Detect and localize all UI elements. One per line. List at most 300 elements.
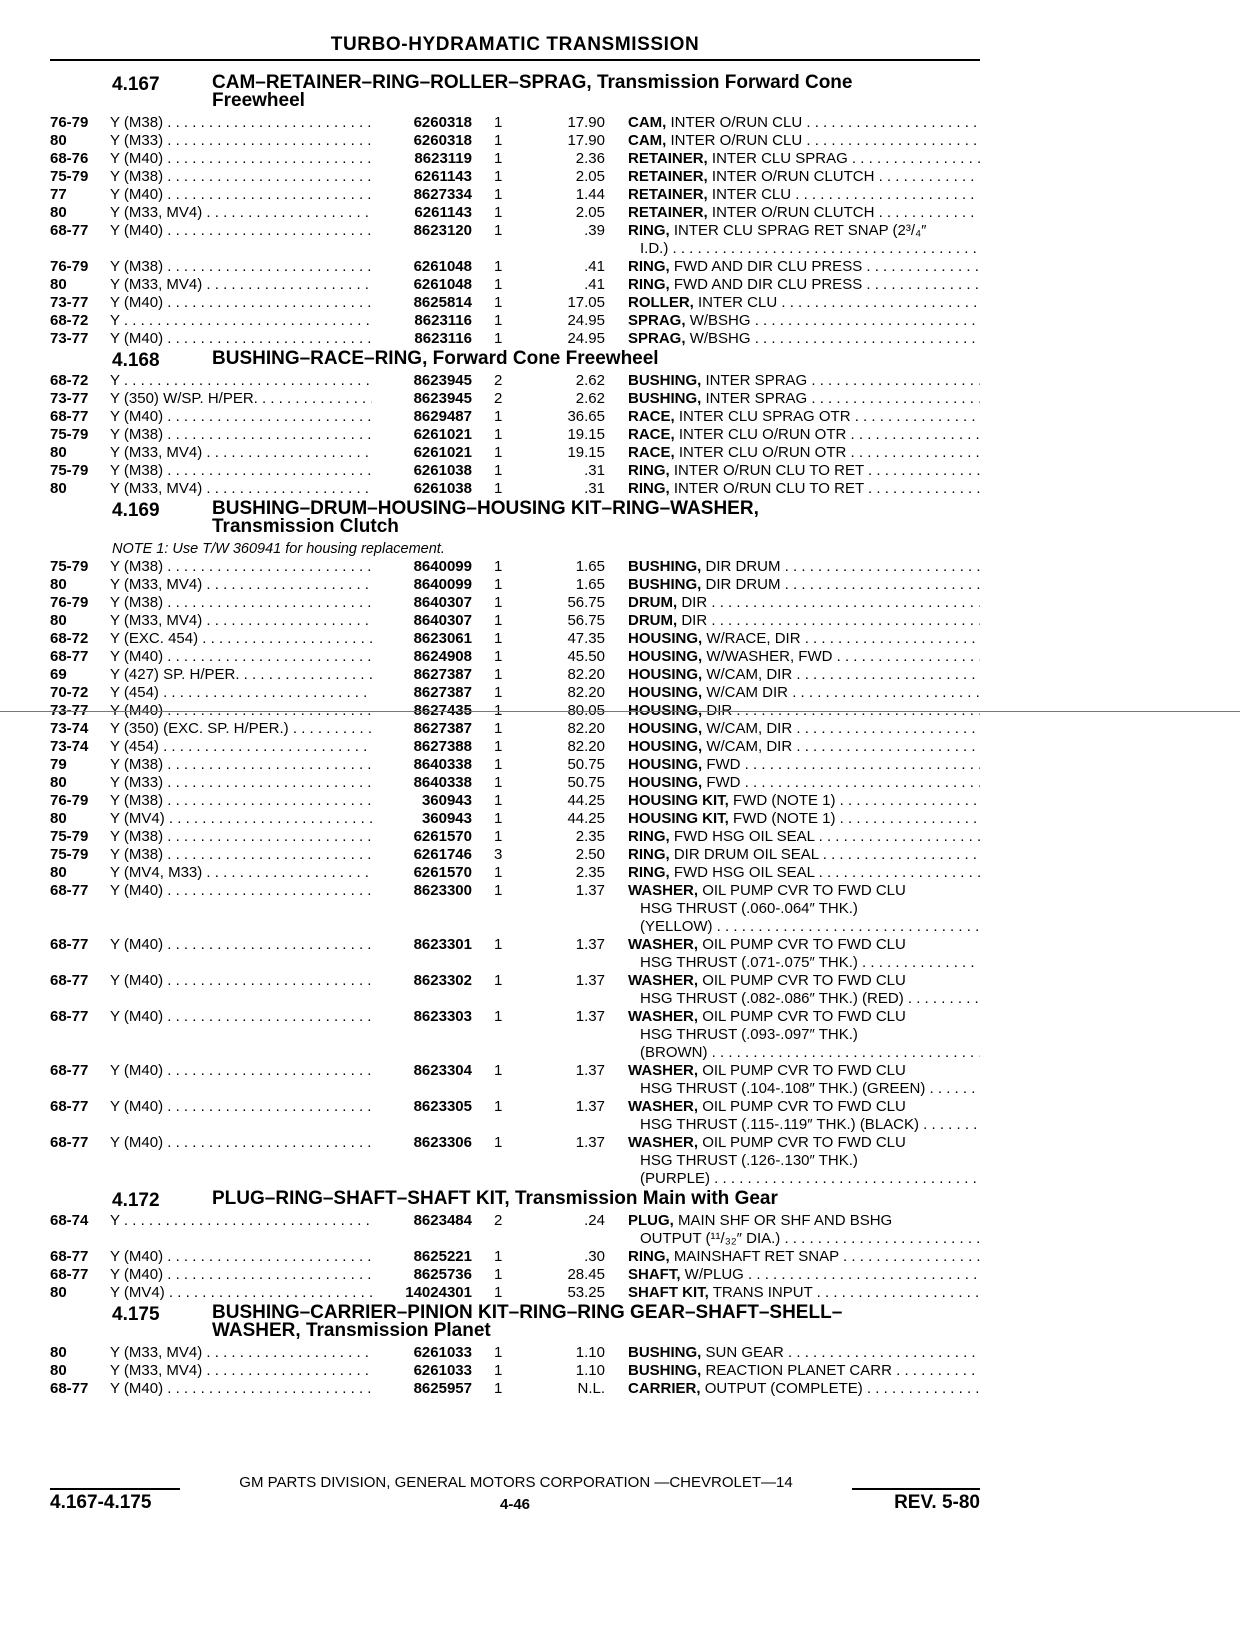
quantity: 1 (494, 150, 503, 167)
running-head: TURBO-HYDRAMATIC TRANSMISSION (330, 34, 700, 55)
price: 1.37 (575, 1098, 605, 1115)
part-number: 6261033 (413, 1344, 472, 1361)
description-text: OIL PUMP CVR TO FWD CLU (702, 1008, 906, 1025)
price: .41 (584, 258, 605, 275)
description-text: INTER O/RUN CLU TO RET (673, 480, 864, 497)
part-row (0, 408, 1240, 426)
description (628, 1362, 980, 1380)
quantity: 1 (494, 1248, 503, 1265)
quantity: 1 (494, 828, 503, 845)
part-number: 8623300 (413, 882, 472, 899)
description (628, 294, 980, 312)
part-row (0, 1266, 1240, 1284)
description (628, 462, 980, 480)
description-line (628, 1152, 980, 1170)
part-name: RING, (628, 846, 670, 863)
description-line (628, 372, 980, 390)
part-row (0, 612, 1240, 630)
model-year: 68-77 (50, 1134, 89, 1151)
description (628, 612, 980, 630)
price: .31 (584, 462, 605, 479)
application: Y (M33, MV4) . . . (110, 612, 372, 629)
description-line (628, 312, 980, 330)
description-line (628, 756, 980, 774)
description-line (628, 444, 980, 462)
description (628, 558, 980, 576)
part-name: RETAINER, (628, 168, 708, 185)
description-text: HSG THRUST (.060-.064″ THK.) (640, 900, 858, 917)
quantity: 1 (494, 882, 503, 899)
part-row (0, 828, 1240, 846)
quantity: 1 (494, 1380, 503, 1397)
description-text: INTER O/RUN CLUTCH (711, 204, 875, 221)
part-number: 8623305 (413, 1098, 472, 1115)
description-text: W/CAM DIR (706, 684, 789, 701)
model-year: 80 (50, 276, 67, 293)
part-number: 8623116 (414, 330, 472, 347)
part-row (0, 630, 1240, 648)
part-name: WASHER, (628, 936, 699, 953)
footer-section-range: 4.167-4.175 (50, 1492, 152, 1513)
description-text: OIL PUMP CVR TO FWD CLU (702, 972, 906, 989)
description-line (628, 132, 980, 150)
section-title-line: PLUG–RING–SHAFT–SHAFT KIT, Transmission Main with Gear (212, 1188, 778, 1209)
price: 1.65 (575, 576, 605, 593)
part-number: 8625736 (413, 1266, 472, 1283)
quantity: 1 (494, 132, 503, 149)
description-line (628, 1116, 980, 1134)
description-text: HSG THRUST (.104-.108″ THK.) (GREEN) (640, 1080, 926, 1097)
quantity: 1 (494, 972, 503, 989)
description-line (628, 186, 980, 204)
section-title (212, 350, 972, 368)
description-line (628, 1044, 980, 1062)
description-line (628, 1230, 980, 1248)
application: Y (M40) . . . (110, 222, 372, 239)
description-line (628, 1362, 980, 1380)
description (628, 1062, 980, 1098)
model-year: 70-72 (50, 684, 89, 701)
part-name: DRUM, (628, 594, 678, 611)
parts-section (0, 1302, 1240, 1398)
part-number: 6261048 (413, 276, 472, 293)
model-year: 68-77 (50, 648, 89, 665)
quantity: 1 (494, 408, 503, 425)
quantity: 2 (494, 372, 503, 389)
part-row (0, 792, 1240, 810)
part-number: 8640099 (413, 576, 472, 593)
description (628, 1266, 980, 1284)
application: Y (M40) . . . (110, 294, 372, 311)
quantity: 1 (494, 114, 503, 131)
part-name: RING, (628, 276, 670, 293)
description-text: OUTPUT (COMPLETE) (704, 1380, 863, 1397)
model-year: 75-79 (50, 462, 89, 479)
part-name: RETAINER, (628, 150, 708, 167)
price: 19.15 (567, 426, 605, 443)
part-name: HOUSING, (628, 774, 703, 791)
section-title (212, 1190, 972, 1208)
description-text: W/BSHG (689, 312, 751, 329)
description (628, 408, 980, 426)
price: N.L. (577, 1380, 605, 1397)
part-row (0, 312, 1240, 330)
part-name: SPRAG, (628, 330, 686, 347)
description (628, 1248, 980, 1266)
description (628, 846, 980, 864)
part-number: 8623303 (413, 1008, 472, 1025)
description-text: DIR DRUM (705, 576, 781, 593)
parts-section (0, 348, 1240, 498)
description (628, 426, 980, 444)
quantity: 1 (494, 204, 503, 221)
model-year: 77 (50, 186, 67, 203)
part-row (0, 372, 1240, 390)
description (628, 1134, 980, 1188)
description-text: (YELLOW) (640, 918, 713, 935)
description-line (628, 990, 980, 1008)
model-year: 68-77 (50, 882, 89, 899)
quantity: 1 (494, 936, 503, 953)
description-line (628, 1134, 980, 1152)
part-row (0, 882, 1240, 936)
price: 50.75 (567, 774, 605, 791)
application: Y (M33, MV4) . . . (110, 276, 372, 293)
part-row (0, 462, 1240, 480)
quantity: 1 (494, 738, 503, 755)
description-text: INTER CLU SPRAG RET SNAP (2³/₄″ (673, 222, 927, 239)
quantity: 1 (494, 1362, 503, 1379)
footer-rule-right (852, 1488, 980, 1490)
description (628, 444, 980, 462)
description-text: INTER CLU SPRAG OTR (678, 408, 851, 425)
description-text: INTER CLU O/RUN OTR (678, 444, 847, 461)
model-year: 80 (50, 204, 67, 221)
section-number: 4.167 (112, 74, 160, 95)
description-line (628, 426, 980, 444)
application: Y (M33, MV4) . . . (110, 480, 372, 497)
description-text: W/WASHER, FWD (706, 648, 833, 665)
description-line (628, 1266, 980, 1284)
application: Y (454) . . . (110, 738, 372, 755)
description-text: DIR DRUM OIL SEAL (673, 846, 819, 863)
application: Y (M38) . . . (110, 258, 372, 275)
part-name: HOUSING KIT, (628, 810, 729, 827)
description-text: SUN GEAR (705, 1344, 784, 1361)
quantity: 1 (494, 1062, 503, 1079)
price: 17.90 (567, 132, 605, 149)
part-name: BUSHING, (628, 576, 702, 593)
price: 1.37 (575, 1008, 605, 1025)
part-name: WASHER, (628, 1134, 699, 1151)
description-text: INTER O/RUN CLUTCH (711, 168, 875, 185)
description-text: INTER CLU O/RUN OTR (678, 426, 847, 443)
description-line (628, 720, 980, 738)
model-year: 68-77 (50, 408, 89, 425)
part-name: CARRIER, (628, 1380, 701, 1397)
part-row (0, 864, 1240, 882)
description-line (628, 390, 980, 408)
model-year: 80 (50, 480, 67, 497)
section-number: 4.168 (112, 350, 160, 371)
description-text: REACTION PLANET CARR (705, 1362, 892, 1379)
price: 44.25 (567, 792, 605, 809)
model-year: 68-77 (50, 1266, 89, 1283)
price: 2.50 (575, 846, 605, 863)
model-year: 73-77 (50, 294, 89, 311)
description-line (628, 1062, 980, 1080)
description-text: FWD HSG OIL SEAL (673, 828, 815, 845)
application: Y (M38) . . . (110, 846, 372, 863)
part-row (0, 936, 1240, 972)
price: .31 (584, 480, 605, 497)
application: Y (M38) . . . (110, 462, 372, 479)
part-name: RACE, (628, 408, 675, 425)
part-name: BUSHING, (628, 390, 702, 407)
model-year: 80 (50, 1344, 67, 1361)
description-line (628, 222, 980, 240)
price: 1.37 (575, 972, 605, 989)
application: Y (M40) . . . (110, 882, 372, 899)
part-number: 8627387 (413, 666, 472, 683)
application: Y (M38) . . . (110, 558, 372, 575)
part-row (0, 1362, 1240, 1380)
model-year: 68-74 (50, 1212, 89, 1229)
price: 2.35 (575, 864, 605, 881)
part-name: BUSHING, (628, 372, 702, 389)
part-row (0, 1008, 1240, 1062)
quantity: 1 (494, 1098, 503, 1115)
description (628, 864, 980, 882)
part-row (0, 972, 1240, 1008)
description (628, 1212, 980, 1248)
description-line (628, 666, 980, 684)
description-text: OIL PUMP CVR TO FWD CLU (702, 1098, 906, 1115)
part-row (0, 594, 1240, 612)
price: 2.62 (575, 372, 605, 389)
part-number: 6261570 (413, 828, 472, 845)
model-year: 75-79 (50, 558, 89, 575)
part-name: WASHER, (628, 1008, 699, 1025)
description (628, 204, 980, 222)
part-name: HOUSING, (628, 630, 703, 647)
description-line (628, 240, 980, 258)
application: Y . . . (110, 372, 372, 389)
part-number: 6261746 (413, 846, 472, 863)
quantity: 1 (494, 684, 503, 701)
description-text: FWD (NOTE 1) (733, 810, 836, 827)
description-text: INTER CLU SPRAG (711, 150, 848, 167)
application: Y (M40) . . . (110, 330, 372, 347)
model-year: 68-77 (50, 1248, 89, 1265)
model-year: 73-77 (50, 330, 89, 347)
description (628, 276, 980, 294)
part-name: RETAINER, (628, 204, 708, 221)
model-year: 76-79 (50, 114, 89, 131)
description (628, 648, 980, 666)
description-line (628, 1344, 980, 1362)
model-year: 68-77 (50, 936, 89, 953)
description-line (628, 1284, 980, 1302)
price: 82.20 (567, 738, 605, 755)
price: 82.20 (567, 684, 605, 701)
price: 1.37 (575, 1134, 605, 1151)
part-row (0, 168, 1240, 186)
part-number: 8623061 (413, 630, 472, 647)
description-line (628, 648, 980, 666)
part-row (0, 276, 1240, 294)
price: 2.05 (575, 168, 605, 185)
application: Y (M40) . . . (110, 702, 372, 719)
model-year: 80 (50, 612, 67, 629)
description-text: (BROWN) (640, 1044, 708, 1061)
part-name: HOUSING, (628, 756, 703, 773)
description-text: FWD (706, 756, 741, 773)
model-year: 80 (50, 444, 67, 461)
part-number: 8623484 (413, 1212, 472, 1229)
description (628, 168, 980, 186)
quantity: 2 (494, 390, 503, 407)
footer-rule-left (50, 1488, 180, 1490)
section-title-line: Transmission Clutch (212, 516, 399, 537)
part-name: RING, (628, 828, 670, 845)
part-name: HOUSING, (628, 720, 703, 737)
description (628, 222, 980, 258)
description (628, 114, 980, 132)
section-note: NOTE 1: Use T/W 360941 for housing replacement. (112, 541, 445, 557)
description-text: INTER O/RUN CLU (670, 132, 803, 149)
part-number: 8623116 (414, 312, 472, 329)
quantity: 1 (494, 294, 503, 311)
price: 1.10 (575, 1362, 605, 1379)
price: 1.37 (575, 936, 605, 953)
part-name: HOUSING, (628, 702, 703, 719)
application: Y (M33) . . . (110, 774, 372, 791)
part-row (0, 132, 1240, 150)
description-line (628, 828, 980, 846)
quantity: 1 (494, 186, 503, 203)
part-number: 8640307 (413, 612, 472, 629)
model-year: 75-79 (50, 426, 89, 443)
description (628, 594, 980, 612)
part-name: HOUSING, (628, 738, 703, 755)
section-title (212, 74, 972, 110)
parts-section (0, 1188, 1240, 1302)
price: 1.44 (575, 186, 605, 203)
description-text: W/CAM, DIR (706, 738, 793, 755)
description-text: W/BSHG (689, 330, 751, 347)
price: .39 (584, 222, 605, 239)
description-text: TRANS INPUT (712, 1284, 813, 1301)
part-row (0, 114, 1240, 132)
part-row (0, 480, 1240, 498)
price: 28.45 (567, 1266, 605, 1283)
price: 80.05 (567, 702, 605, 719)
description-text: MAINSHAFT RET SNAP (673, 1248, 839, 1265)
part-row (0, 558, 1240, 576)
description-text: INTER CLU (698, 294, 778, 311)
part-number: 6261033 (413, 1362, 472, 1379)
model-year: 68-77 (50, 1380, 89, 1397)
part-name: CAM, (628, 114, 667, 131)
price: 56.75 (567, 612, 605, 629)
model-year: 68-77 (50, 1062, 89, 1079)
description-text: HSG THRUST (.093-.097″ THK.) (640, 1026, 858, 1043)
part-name: CAM, (628, 132, 667, 149)
price: 50.75 (567, 756, 605, 773)
price: 24.95 (567, 312, 605, 329)
price: 47.35 (567, 630, 605, 647)
section-title-line: Freewheel (212, 90, 305, 111)
description-text: OIL PUMP CVR TO FWD CLU (702, 1134, 906, 1151)
description (628, 738, 980, 756)
model-year: 76-79 (50, 258, 89, 275)
quantity: 1 (494, 558, 503, 575)
model-year: 80 (50, 774, 67, 791)
part-row (0, 576, 1240, 594)
description-line (628, 918, 980, 936)
application: Y (M40) . . . (110, 1248, 372, 1265)
description (628, 720, 980, 738)
description-text: INTER CLU (711, 186, 792, 203)
application: Y (M40) . . . (110, 648, 372, 665)
part-row (0, 186, 1240, 204)
description-line (628, 1026, 980, 1044)
part-number: 8624908 (413, 648, 472, 665)
part-number: 6261048 (413, 258, 472, 275)
description-text: OUTPUT (¹¹/₃₂″ DIA.) (640, 1230, 781, 1247)
part-row (0, 204, 1240, 222)
model-year: 68-72 (50, 372, 89, 389)
quantity: 3 (494, 846, 503, 863)
quantity: 1 (494, 1134, 503, 1151)
part-row (0, 1380, 1240, 1398)
part-row (0, 738, 1240, 756)
application: Y (M38) . . . (110, 756, 372, 773)
application: Y (M40) . . . (110, 1098, 372, 1115)
description-line (628, 330, 980, 348)
application: Y (454) . . . (110, 684, 372, 701)
description (628, 1284, 980, 1302)
description-line (628, 1080, 980, 1098)
part-name: RETAINER, (628, 186, 708, 203)
model-year: 75-79 (50, 168, 89, 185)
price: 1.65 (575, 558, 605, 575)
application: Y (M33, MV4) . . . (110, 1344, 372, 1361)
description (628, 1098, 980, 1134)
quantity: 1 (494, 756, 503, 773)
description (628, 480, 980, 498)
description (628, 186, 980, 204)
part-number: 8627435 (413, 702, 472, 719)
description-text: DIR (706, 702, 733, 719)
part-name: SHAFT KIT, (628, 1284, 709, 1301)
description-text: I.D.) (640, 240, 669, 257)
model-year: 69 (50, 666, 67, 683)
quantity: 1 (494, 576, 503, 593)
part-name: RING, (628, 258, 670, 275)
price: 19.15 (567, 444, 605, 461)
description (628, 1344, 980, 1362)
section-title-line: CAM–RETAINER–RING–ROLLER–SPRAG, Transmission Forward Cone (212, 72, 853, 93)
price: 2.05 (575, 204, 605, 221)
part-number: 8625221 (413, 1248, 472, 1265)
description-text: FWD AND DIR CLU PRESS (673, 276, 863, 293)
application: Y (M33, MV4) . . . (110, 444, 372, 461)
part-name: HOUSING KIT, (628, 792, 729, 809)
part-name: WASHER, (628, 882, 699, 899)
section-heading (0, 348, 1240, 372)
